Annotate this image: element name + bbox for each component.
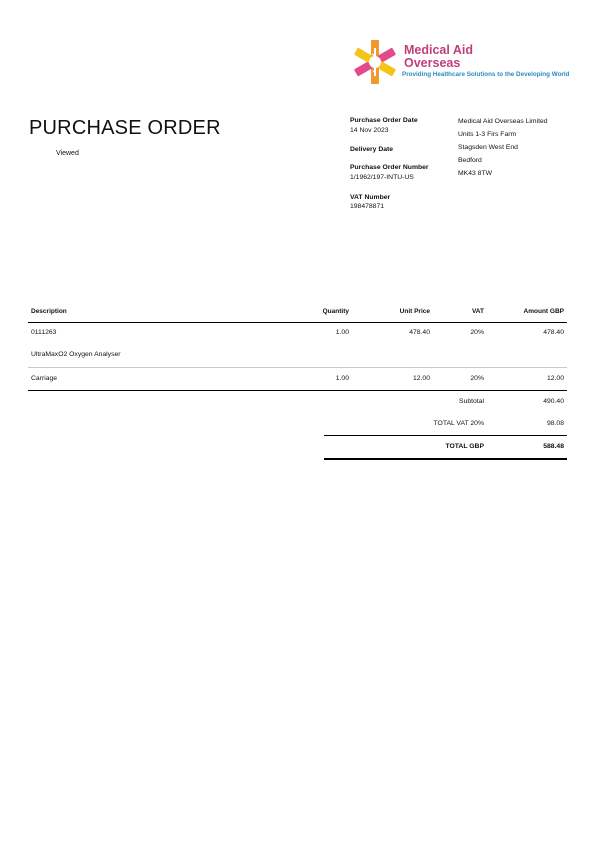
po-number-label: Purchase Order Number <box>350 164 429 171</box>
address-line2: Units 1-3 Firs Farm <box>458 131 517 138</box>
row1-description: 0111263 <box>31 329 57 336</box>
row2-unit-price: 12.00 <box>412 375 430 382</box>
totals-divider <box>324 435 567 436</box>
status-label: Viewed <box>56 150 79 157</box>
po-date-label: Purchase Order Date <box>350 117 418 124</box>
col-header-vat: VAT <box>471 308 484 315</box>
address-line3: Stagsden West End <box>458 144 518 151</box>
col-header-description: Description <box>31 308 67 315</box>
address-line1: Medical Aid Overseas Limited <box>458 118 548 125</box>
row-divider <box>28 367 567 368</box>
row1-description-detail: UltraMaxO2 Oxygen Analyser <box>31 351 121 358</box>
subtotal-value: 490.40 <box>543 398 564 405</box>
row1-unit-price: 478.40 <box>409 329 430 336</box>
row2-vat: 20% <box>470 375 484 382</box>
medical-star-icon <box>351 38 401 84</box>
logo-name-line1: Medical Aid <box>404 43 473 57</box>
total-gbp-value: 588.48 <box>543 443 564 450</box>
delivery-date-label: Delivery Date <box>350 146 394 153</box>
col-header-unit-price: Unit Price <box>399 308 430 315</box>
po-number-value: 1/1962/197-INTU-US <box>350 174 414 181</box>
grand-total-underline <box>324 458 567 460</box>
po-date-value: 14 Nov 2023 <box>350 127 389 134</box>
document-title: PURCHASE ORDER <box>29 117 221 139</box>
total-gbp-label: TOTAL GBP <box>445 443 484 450</box>
row2-amount: 12.00 <box>546 375 564 382</box>
col-header-amount: Amount GBP <box>523 308 564 315</box>
vat-number-label: VAT Number <box>350 194 391 201</box>
table-bottom-divider <box>28 390 567 391</box>
logo-name-line2: Overseas <box>404 56 461 70</box>
address-line5: MK43 8TW <box>458 170 492 177</box>
address-line4: Bedford <box>458 157 482 164</box>
subtotal-label: Subtotal <box>459 398 484 405</box>
header-divider <box>28 322 567 323</box>
row1-quantity: 1.00 <box>335 329 349 336</box>
total-vat-value: 98.08 <box>546 420 564 427</box>
row1-amount: 478.40 <box>543 329 564 336</box>
logo-tagline: Providing Healthcare Solutions to the Developing World <box>402 71 570 78</box>
col-header-quantity: Quantity <box>322 308 349 315</box>
total-vat-label: TOTAL VAT 20% <box>433 420 484 427</box>
row2-description: Carriage <box>31 375 58 382</box>
vat-number-value: 198478871 <box>350 203 385 210</box>
row2-quantity: 1.00 <box>335 375 349 382</box>
row1-vat: 20% <box>470 329 484 336</box>
